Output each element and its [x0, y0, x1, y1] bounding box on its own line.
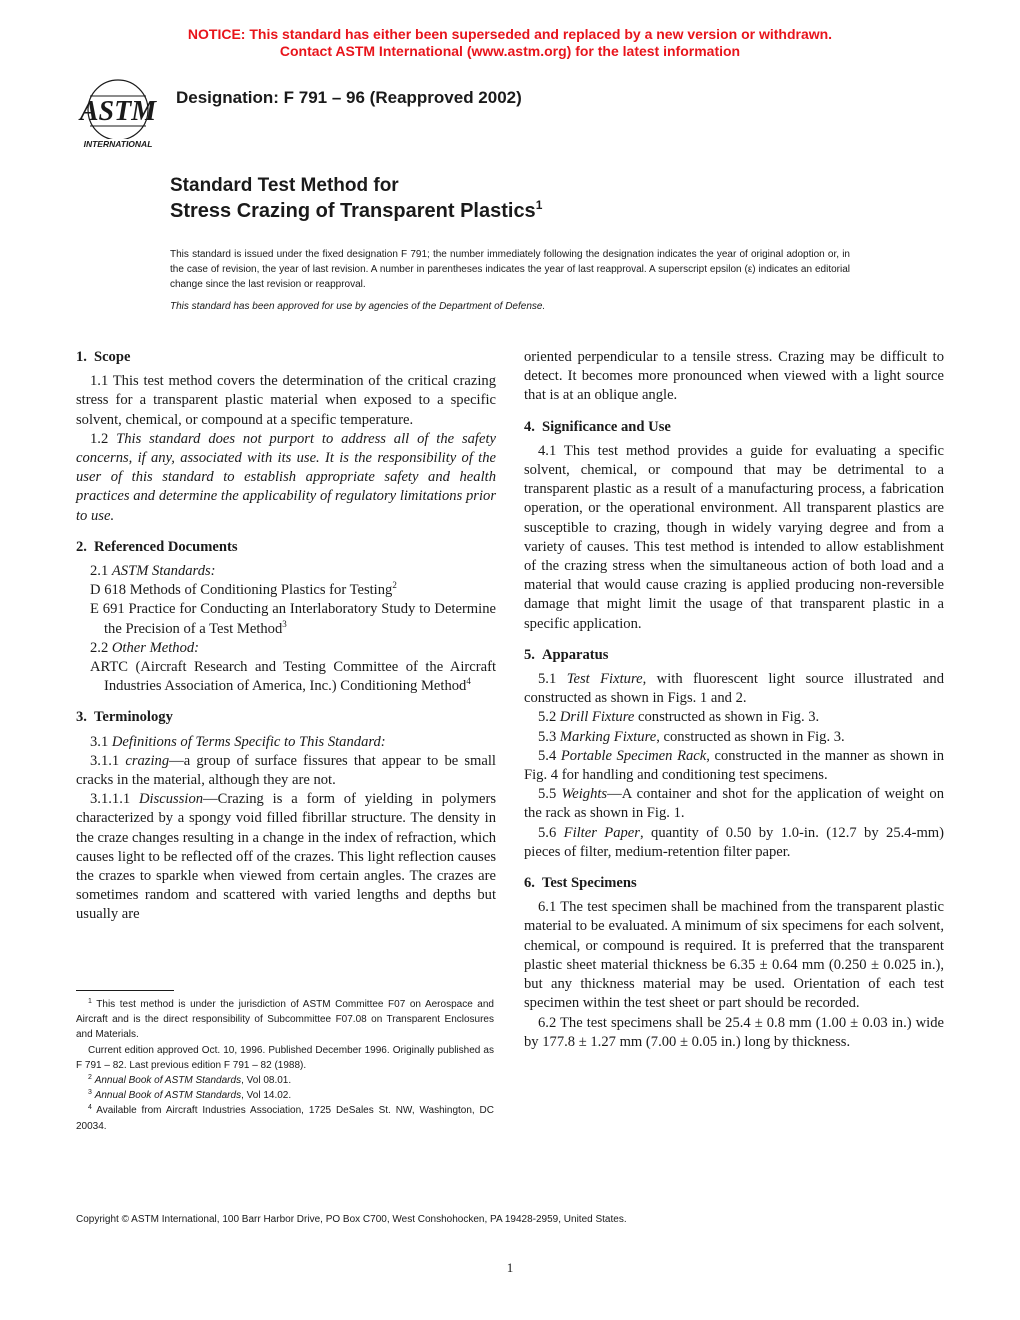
section-heading-scope: 1. Scope: [76, 349, 131, 365]
paragraph-6-1: 6.1 The test specimen shall be machined from the transparent plastic material to be evaluated. A minimum of six specimens for each solvent, chemical, or compound is required. It is preferred that the transparent plastic sheet material thickness be 6.35 ± 0.64 mm (0.250 ± 0.025 in.), but any thickness material may be used. Orientation of each test specimen within the test sheet or part should be recorded.: [524, 899, 944, 1012]
footnote-2: $^2$ Annual Book of ASTM Standards, Vol 08.01.: [88, 1074, 292, 1087]
footnotes: [76, 997, 494, 1134]
paragraph-2-1: 2.1 ASTM Standards:: [90, 563, 216, 580]
right-column: [524, 348, 944, 1052]
left-column: [76, 348, 496, 925]
issued-note: This standard is issued under the fixed designation F 791; the number immediately following the designation indicates the year of original adoption or, in the case of revision, the year of last revision. A number in parentheses indicates the year of last reapproval. A superscript epsilon (ε) indicates an editorial change since the last revision or reapproval.: [170, 249, 850, 290]
section-heading-significance: 4. Significance and Use: [524, 418, 671, 435]
paragraph-3-1-1-1: 3.1.1.1 Discussion—Crazing is a form of yielding in polymers characterized by a spongy void filled fibrillar structure. The density in the craze changes resulting in a change in the index of refraction, which causes light to be reflected off of the crazes. This light reflection causes the crazes to sparkle when viewed from certain angles. The crazes are sometimes random and scattered with varied lengths and depths but usually are: [76, 791, 497, 923]
paragraph-5-1: 5.1 Test Fixture, with fluorescent light source illustrated and constructed as shown in Figs. 1 and 2.: [524, 671, 944, 707]
section-heading-apparatus: 5. Apparatus: [524, 646, 609, 663]
copyright-line: Copyright © ASTM International, 100 Barr Harbor Drive, PO Box C700, West Conshohocken, PA 19428-2959, United States.: [76, 1214, 627, 1225]
paragraph-6-2: 6.2 The test specimens shall be 25.4 ± 0.8 mm (1.00 ± 0.03 in.) wide by 177.8 ± 1.27 mm (7.00 ± 0.05 in.) long by thickness.: [524, 1014, 944, 1050]
footnote-1-edition: Current edition approved Oct. 10, 1996. Published December 1996. Originally published as F 791 – 82. Last previous edition F 791 – 82 (1988).: [76, 1044, 494, 1071]
approved-note: This standard has been approved for use by agencies of the Department of Defense.: [170, 301, 546, 312]
title-text: Stress Crazing of Transparent Plastics: [170, 200, 536, 222]
paragraph-3-1-1: 3.1.1 crazing—a group of surface fissures that appear to be small cracks in the material, although they are not.: [76, 752, 496, 789]
paragraph-4-1: 4.1 This test method provides a guide for evaluating a specific solvent, chemical, or compound that may be detrimental to a transparent plastic as a result of a manufacturing process, a fabrication operation, or the operational environment. All transparent plastics are susceptible to crazing, though in widely varying degree and from a variety of causes. This test method is intended to allow establishment of the crazing stress when the simultaneous action of both load and a material that would cause crazing is applied producing non-reversible damage that might limit the usage of that transparent plastic in a specific application.: [524, 442, 944, 632]
page-number: 1: [506, 1260, 514, 1275]
paragraph-3-1: 3.1 Definitions of Terms Specific to This Standard:: [90, 733, 386, 750]
paragraph-5-6: 5.6 Filter Paper, quantity of 0.50 by 1.0-in. (12.7 by 25.4-mm) pieces of filter, medium-retention filter paper.: [524, 824, 945, 860]
title-line-1: Standard Test Method for: [170, 175, 399, 196]
footnote-rule: [76, 990, 174, 991]
notice-line-2: Contact ASTM International (www.astm.org) for the latest information: [279, 43, 741, 59]
paragraph-3-1-1-1-continued: oriented perpendicular to a tensile stress. Crazing may be difficult to detect. It becomes more pronounced when viewed with a light source that is at an oblique angle.: [524, 349, 944, 404]
section-heading-terminology: 3. Terminology: [76, 709, 173, 726]
paragraph-5-2: 5.2 Drill Fixture constructed as shown in Fig. 3.: [538, 709, 820, 726]
paragraph-1-2: 1.2 This standard does not purport to address all of the safety concerns, if any, associated with its use. It is the responsibility of the user of this standard to establish appropriate safety and health practices and determine the applicability of regulatory limitations prior to use.: [76, 430, 496, 524]
footnote-3: $^3$ Annual Book of ASTM Standards, Vol 14.02.: [88, 1089, 292, 1102]
footnote-4: $^4$ Available from Aircraft Industries Association, 1725 DeSales St. NW, Washington, DC 20034.: [76, 1104, 494, 1132]
notice-line-1: NOTICE: This standard has either been superseded and replaced by a new version or withdrawn.: [187, 26, 833, 42]
astm-logo: [74, 76, 162, 150]
withdrawal-notice: [0, 26, 1020, 60]
paragraph-2-2: 2.2 Other Method:: [90, 639, 200, 656]
reference-artc: ARTC (Aircraft Research and Testing Committee of the Aircraft Industries Association of America, Inc.) Conditioning Method$^4$: [90, 659, 496, 695]
footnote-1: $^1$ This test method is under the jurisdiction of ASTM Committee F07 on Aerospace and Aircraft and is the direct responsibility of Subcommittee F07.08 on Transparent Enclosures and Materials.: [76, 998, 494, 1041]
designation: Designation: F 791 – 96 (Reapproved 2002): [176, 88, 522, 107]
paragraph-5-4: 5.4 Portable Specimen Rack, constructed in the manner as shown in Fig. 4 for handling and conditioning test specimens.: [524, 747, 945, 784]
reference-d618: D 618 Methods of Conditioning Plastics for Testing$^2$: [90, 580, 397, 599]
section-heading-test-specimens: 6. Test Specimens: [524, 875, 637, 892]
logo-subtitle: INTERNATIONAL: [83, 139, 153, 149]
paragraph-5-3: 5.3 Marking Fixture, constructed as shown in Fig. 3.: [538, 728, 845, 745]
logo-letters: ASTM: [79, 96, 157, 127]
reference-e691: E 691 Practice for Conducting an Interlaboratory Study to Determine the Precision of a Test Method$^3$: [90, 601, 496, 637]
title-line-2: [170, 198, 542, 223]
title-footnote-mark: 1: [535, 198, 543, 212]
section-heading-referenced-documents: 2. Referenced Documents: [76, 538, 238, 555]
paragraph-5-5: 5.5 Weights—A container and shot for the application of weight on the rack as shown in Fig. 1.: [524, 786, 944, 822]
paragraph-1-1: 1.1 This test method covers the determination of the critical crazing stress for a transparent plastic material when exposed to a specific solvent, chemical, or compound at a specific temperature.: [76, 373, 496, 428]
